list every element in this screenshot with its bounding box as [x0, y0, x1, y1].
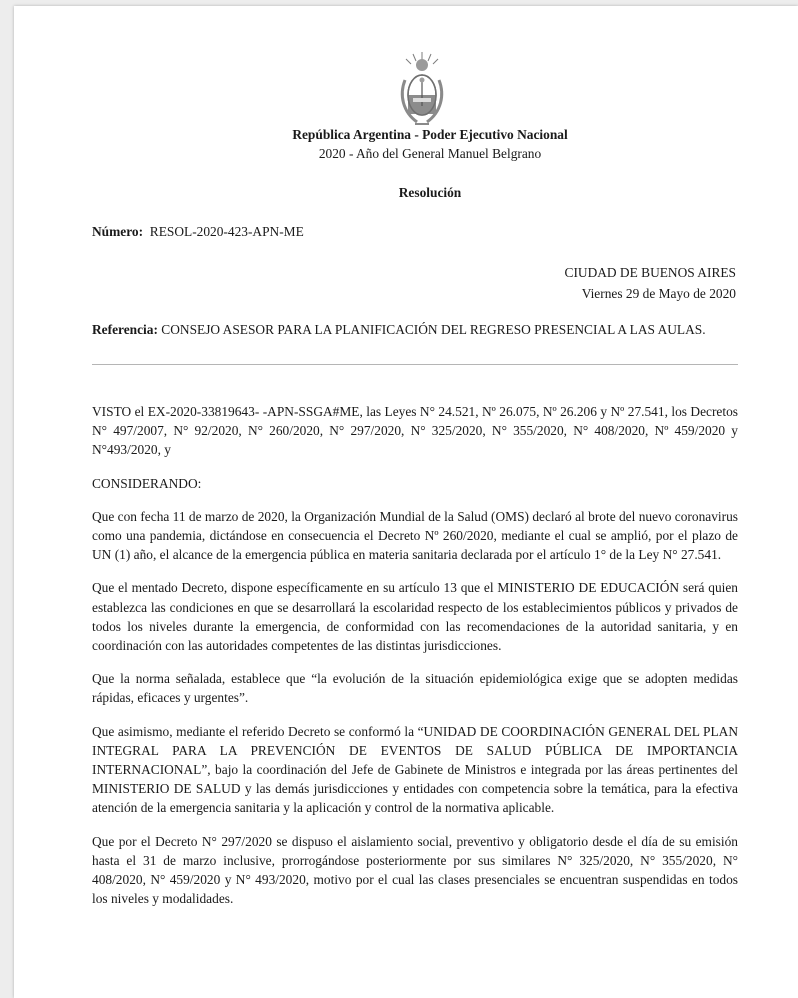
reference-text: CONSEJO ASESOR PARA LA PLANIFICACIÓN DEL REGRESO PRESENCIAL A LAS AULAS. — [161, 322, 706, 337]
coat-of-arms-icon — [397, 50, 447, 130]
body-paragraph: Que el mentado Decreto, dispone específicamente en su artículo 13 que el MINISTERIO DE EDUCACIÓN será quien establezca las condiciones en que se desarrollará la escolaridad respecto de los establecimientos públicos y privados de todos los niveles durante la emergencia, de conformidad con las recomendaciones de la autoridad sanitaria, y en coordinación con las autoridades competentes de las distintas jurisdicciones. — [92, 580, 738, 654]
document-body — [92, 402, 738, 922]
body-paragraph: Que por el Decreto N° 297/2020 se dispuso el aislamiento social, preventivo y obligatorio desde el día de su emisión hasta el 31 de marzo inclusive, prorrogándose posteriormente por sus similares N° 325/2020, N° 355/2020, N° 408/2020, N° 459/2020 y N° 493/2020, motivo por el cual las clases presenciales se encuentran suspendidas en todos los niveles y modalidades. — [92, 833, 738, 907]
document-type: Resolución — [398, 185, 462, 200]
considerando-heading: CONSIDERANDO: — [92, 475, 202, 491]
body-paragraph: Que la norma señalada, establece que “la evolución de la situación epidemiológica exige que se adopten medidas rápidas, eficaces y urgentes”. — [92, 671, 738, 706]
reference — [92, 320, 738, 339]
document-number-label: Número: — [92, 224, 144, 239]
divider — [92, 364, 738, 365]
place-and-date — [565, 262, 736, 304]
date: Viernes 29 de Mayo de 2020 — [581, 286, 736, 301]
body-paragraph: Que asimismo, mediante el referido Decreto se conformó la “UNIDAD DE COORDINACIÓN GENERAL DEL PLAN INTEGRAL PARA LA PREVENCIÓN DE EVENTOS DE SALUD PÚBLICA DE IMPORTANCIA INTERNACIONAL”, bajo la coordinación del Jefe de Gabinete de Ministros e integrada por las áreas pertinentes del MINISTERIO DE SALUD y las demás jurisdicciones y entidades con competencia sobre la temática, para la efectiva atención de la emergencia sanitaria y la aplicación y control de la normativa aplicable. — [92, 723, 738, 816]
visto-paragraph: VISTO el EX-2020-33819643- -APN-SSGA#ME, las Leyes N° 24.521, Nº 26.075, Nº 26.206 y Nº 27.541, los Decretos N° 497/2007, N° 92/2020, N° 260/2020, N° 297/2020, N° 325/2020, N° 355/2020, N° 408/2020, Nº 459/2020 y N°493/2020, y — [92, 404, 738, 458]
issuer-title: República Argentina - Poder Ejecutivo Nacional — [292, 127, 568, 142]
reference-label: Referencia: — [92, 322, 158, 337]
document-page — [14, 6, 798, 998]
body-paragraph: Que con fecha 11 de marzo de 2020, la Organización Mundial de la Salud (OMS) declaró al brote del nuevo coronavirus como una pandemia, dictándose en consecuencia el Decreto Nº 260/2020, mediante el cual se amplió, por el plazo de UN (1) año, el alcance de la emergencia pública en materia sanitaria declarada por el artículo 1° de la Ley N° 27.541. — [92, 508, 738, 563]
document-number — [92, 224, 304, 240]
year-motto: 2020 - Año del General Manuel Belgrano — [318, 146, 542, 161]
city: CIUDAD DE BUENOS AIRES — [564, 265, 736, 280]
document-number-value: RESOL-2020-423-APN-ME — [149, 224, 304, 239]
